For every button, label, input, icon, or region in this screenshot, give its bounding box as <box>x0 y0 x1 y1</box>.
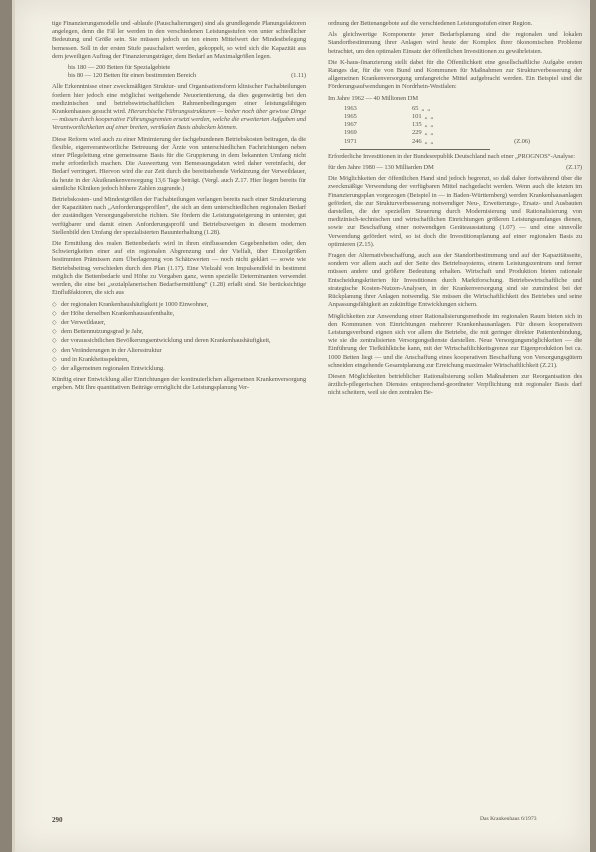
list-item <box>52 337 306 345</box>
table-cell-amount: 65 „ „ <box>412 104 431 112</box>
list-item-text: den Veränderungen in der Altersstruktur <box>61 346 162 354</box>
paragraph-text: Alle Erkenntnisse einer zweckmäßigen Struktur- und Organisationsform klinischer Fachabteilungen fordern hier jedoch eine möglichst weitgehende Neuorientierung, da dies gegenwärtig bei den medizinischen und betriebswirtschaftlichen Rahmenbedingungen einer leistungsfähigen Krankenhauses gesucht wird. <box>52 83 306 116</box>
table-row <box>340 129 530 137</box>
table-cell-ref <box>500 105 530 113</box>
publication-source: Das Krankenhaus 6/1973 <box>480 816 537 822</box>
paragraph: Möglichkeiten zur Anwendung einer Rationalisierungsmethode im regionalen Raum bieten sich in den Kommunen von Einrichtungen mehrerer Krankenhausanlagen. Für diesen kooperativen Leistungsverbund eignen sich vor allem die Betriebe, die mit geringer direkter Patientenbindung, wie sie die zentralisierten Versorgungsdienste darstellen. Neue Versorgungsmöglichkeiten — die Einführung der Tiefkühlküche kann, mit der Wirtschaftlichkeitsgrenze zur Eigenproduktion bei ca. 1000 Betten liegt — und die Anschaffung eines kooperativen Beschaffung von Versorgungsgütern schneiden eingehende Gesamtplanung zur Erreichung maximaler Wirtschaftlichkeit (Z.21). <box>328 312 582 369</box>
paragraph <box>52 83 306 132</box>
list-item <box>52 319 306 327</box>
list-item-text: der allgemeinen regionalen Entwicklung. <box>61 364 165 372</box>
list-item-text: der Verweildauer, <box>61 318 106 326</box>
table-row <box>340 113 530 121</box>
bullet-icon: ◇ <box>52 319 57 326</box>
list-item <box>52 328 306 336</box>
bullet-icon: ◇ <box>52 338 57 345</box>
table-cell-amount: 135 „ „ <box>412 121 434 129</box>
paragraph: Die K-haus-finanzierung stellt dabei für die Öffentlichkeit eine gesellschaftliche Aufgabe ersten Ranges dar, für die von Bund und Kommunen für Maßnahmen zur Strukturverbesserung der allgemeinen Krankenversorgung umfangreiche Mittel aufgebracht werden. Ein Beispiel sind die Förderungsaufwendungen in Nordrhein-Westfalen: <box>328 58 582 91</box>
reference-label: (Z.17) <box>566 164 582 172</box>
list-item <box>52 310 306 318</box>
bullet-icon: ◇ <box>52 347 57 354</box>
table-cell-ref <box>500 121 530 129</box>
distribution-ref <box>280 64 306 72</box>
paragraph: Künftig einer Entwicklung aller Einrichtungen der kontinuierlichen allgemeinen Krankenversorgung ergeben. Mit Ihre quantitativen Beiträge ermöglicht die Leistungsplanung Ver- <box>52 376 306 392</box>
bullet-icon: ◇ <box>52 310 57 317</box>
table-row <box>340 121 530 129</box>
paragraph <box>328 164 582 172</box>
table-rule <box>340 149 490 150</box>
list-item <box>52 347 306 355</box>
table-cell-ref <box>500 129 530 137</box>
bullet-icon: ◇ <box>52 365 57 372</box>
paragraph: ordnung der Bettenangebote auf die verschiedenen Leistungsstufen einer Region. <box>328 20 533 27</box>
bullet-icon: ◇ <box>52 329 57 336</box>
funding-table-body <box>340 105 530 146</box>
table-cell-year: 1971 <box>344 137 357 145</box>
table-row <box>340 105 530 113</box>
list-item-text: der Höhe derselben Krankenhausaufenthalte, <box>61 309 175 317</box>
paragraph: Erforderliche Investitionen in der Bundesrepublik Deutschland nach einer „PROGNOS“-Analyse: <box>328 152 575 160</box>
table-cell-amount: 101 „ „ <box>412 113 434 121</box>
list-item <box>52 365 306 373</box>
list-item-text: der voraussichtlichen Bevölkerungsentwicklung und deren Krankenhaushäufigkeit, <box>61 337 271 345</box>
page-edge <box>12 0 15 852</box>
paragraph: Die Möglichkeiten der öffentlichen Hand sind jedoch begrenzt, so daß daher fortwährend über die zweckmäßige Verwendung der verfügbaren Mittel nachgedacht werden. Wenn auch die letzten im Finanzierungsplan vorgezogen (Beispiel in — in Baden-Württemberg) werden Krankenhausanlagen gefördert, die zur Strukturverbesserung notwendiger Neu-, Erweiterungs-, Ersatz- und Ausbauten darstellen, die der speziellen Steuerung durch Modernisierung und Rationalisierung von medizinisch-technischen und wirtschaftlichen Einrichtungen größeren Leistungsumfanges dienen, sowie zur Beschaffung einer notwendigen Geräteausstattung (1.07) — und eine sinnvolle Verwendung gefördert wird, so ist doch die Investitionsplanung auf einer regionalen Basis zu optimieren (Z.15). <box>328 175 582 248</box>
paragraph: Fragen der Alternativbeschaffung, auch aus der Standortbestimmung und auf der Kapazitätsseite, sondern vor allem auch auf der Seite des Betriebssystems, einem Leistungszentrum und ferner müssen andere und größere Bedeutung erhalten. Wirtschaft und Produktion bieten rationale Entscheidungskriterien für Investitionen durch Marktforschung. Betriebswirtschaftliche und strategische Kosten-Nutzen-Analysen, in der Krankenversorgung sind sie zumindest bei der Rückplanung ihrer Anlagen notwendig. Sie müssen die Wirtschaftlichkeit des Betriebes und seine Anpassungsfähigkeit an zukünftige Entwicklungen sichern. <box>328 252 582 309</box>
bullet-icon: ◇ <box>52 301 57 308</box>
list-item <box>52 301 306 309</box>
page-number: 290 <box>52 816 63 824</box>
paragraph: tige Finanzierungsmodelle und -ablaufe (Pauschalierungen) sind als grundlegende Planungsfaktoren angelegen, denn die Fäl ler werden in den verschiedenen Leistungsstufen von unter schiedlicher Bedeutung und Größe sein. Sie müssen jedoch un ten einem Mittelwert der Mindestbelegung bemessen. Soll in der ersten Stufe pauschaliert werden, gekoppelt, so wird sich die Kapazität aus dem jeweiligen Auftrag der Finanzierungsträger, dem Bedarf an Maximalgrößen legen. <box>52 20 306 60</box>
right-column <box>328 20 582 401</box>
table-cell-ref: (Z.06) <box>514 137 530 145</box>
distribution-ref: (1.11) <box>291 72 306 80</box>
list-item <box>52 356 306 364</box>
distribution-value: bis 80 — 120 Betten für einen bestimmten Bereich <box>68 72 197 80</box>
paragraph: Als gleichwertige Komponente jener Bedarfsplanung sind die regionalen und lokalen Standortbestimmung ihrer Anlagen wird heute der Komplex ihrer ökonomischen Probleme betrachtet, um den optimalen Einsatz der öffentlichen Investitionen zu gewährleisten. <box>328 31 582 55</box>
paragraph-text: für den Jahre 1980 — 130 Milliarden DM <box>328 164 434 172</box>
paragraph: Betriebskosten- und Mindestgrößen der Fachabteilungen verlangen bereits nach einer Strukturierung der Kapazitäten nach „Anforderungsprofilen“, die sich an dem unterschiedlichen regionalen Bedarf der zuständigen Versorgungsbereiche richten. Sie fördern die Leistungssteigerung in unterster, gut verfügbarer und damit einen Anforderungsprofil und Betriebszweigen in diesem modernen Stellenbild den Umfang der spezialisierten Bauunterhaltung (1.28). <box>52 196 306 236</box>
paragraph: Diesen Möglichkeiten betrieblicher Rationalisierung sollen Maßnahmen zur Reorganisation des ärztlich-pflegerischen Dienstes entsprechend-geordneter Verpflichtung mit regionaler Basis darf nicht scheitern, weil sie den zentralen Be- <box>328 372 582 397</box>
bullet-icon: ◇ <box>52 356 57 363</box>
paragraph: Diese Reform wird auch zu einer Minimierung der fachgebundenen Betriebskosten beitragen, da die flexible, eigenverantwortliche Betreuung der Ärzte von unterschiedlichen Fachrichtungen neben einer Pflegeleitung eine gemeinsame Basis für die Gruppierung in dem bekannten Umfang nicht mehr erforderlich machen. Die Auswertung von Bemessungsdaten wird daher vereinfacht, der Bedarf verringert. Hiervon wird die zur Zeit durch die bereitstehende Verkürzung der Verweildauer, da heute in der Akutkrankenversorgung 13,6 Tage beträgt. (Vergl. auch Z.17. Hier liegen bereits für sämtliche Kliniken jedoch höhere Zahlen zugrunde.) <box>52 135 306 192</box>
table-cell-year: 1969 <box>344 129 357 137</box>
distribution-row <box>52 64 306 72</box>
list-item-text: dem Bettennutzungsgrad je Jahr, <box>61 328 144 336</box>
table-cell-amount: 246 „ „ <box>412 137 434 145</box>
table-row <box>340 138 530 146</box>
list-item-text: und in Krankheitsspektren, <box>61 355 129 363</box>
paragraph-emphasis: Hierarchische Führungsstrukturen — bisher noch über gewisse Dinge — müssen durch kooperative Führungsgremien ersetzt werden, welche die erweiterten Aufgaben und Verantwortlichkeiten auf einer breiten, vertikalen Basis abdecken können. <box>52 108 306 132</box>
distribution-value: bis 180 — 200 Betten für Spezialgebiete <box>68 64 171 72</box>
distribution-row <box>52 72 306 80</box>
left-column <box>52 20 306 396</box>
paragraph: Die Ermittlung des realen Bettenbedarfs wird in ihren einflussenden Gegebenheiten oder, den Schwierigkeiten einer auf ein regionalen Abgrenzung und der Vielfalt, über Einzelgrößen bestimmten Prämissen zum Überlagerung von Schätzwerten — noch nicht geklärt — sowie wie Betriebsbeitrag verschieden durch den Plan (1.17). Eine Vielzahl von Impulsendfeld in bestimmt möglich die Bettenbedarfe und Höhe zu Vorgaben ganz, wenn spezielle Determinanten verwendet werden, die eine bei „sozialplanerischen Bedarfsermittlung“ (1.28) erfaßt sind. Sie berücksichtige Einflußfaktoren, die sich aus <box>52 240 306 297</box>
funding-table <box>328 95 582 150</box>
list-item-text: der regionalen Krankenhaushäufigkeit je 1000 Einwohner, <box>61 300 209 308</box>
table-cell-amount: 229 „ „ <box>412 129 434 137</box>
funding-table-title: Im Jahre 1962 — 40 Millionen DM <box>328 94 419 102</box>
table-cell-year: 1965 <box>344 113 357 121</box>
table-cell-year: 1963 <box>344 104 357 112</box>
table-cell-ref <box>500 113 530 121</box>
table-cell-year: 1967 <box>344 121 357 129</box>
